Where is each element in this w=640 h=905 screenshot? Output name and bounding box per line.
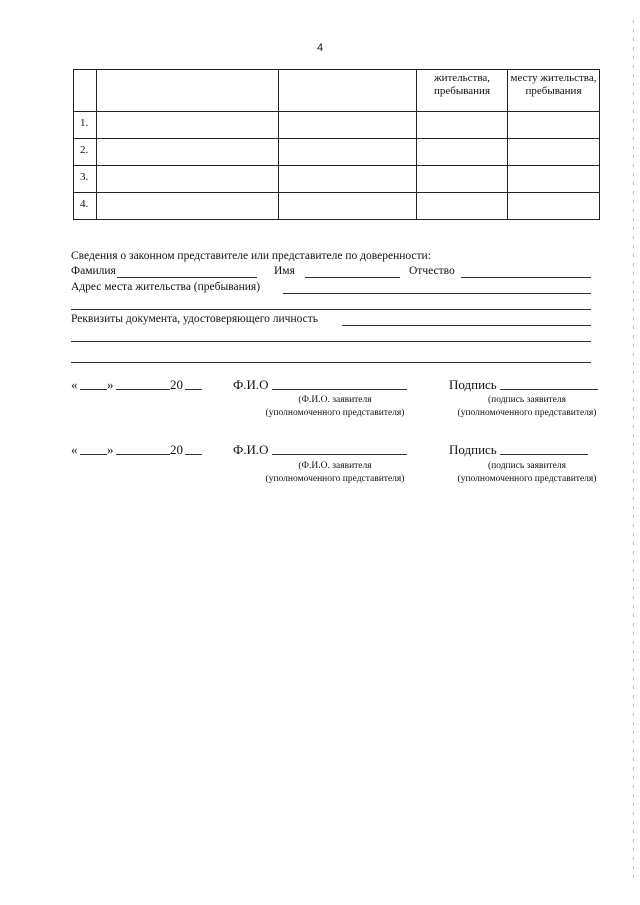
name-field[interactable] [305,277,400,278]
date-month-field[interactable] [116,454,170,455]
fio-field[interactable] [272,389,407,390]
table-cell[interactable] [279,166,417,193]
table-cell[interactable] [97,193,279,220]
table-cell [97,70,279,112]
address-label: Адрес места жительства (пребывания) [71,281,261,293]
signature-label: Подпись [449,377,497,392]
signature-caption: (подпись заявителя [487,395,567,405]
table-row [74,139,600,166]
name-label: Имя [274,265,295,277]
id-document-field[interactable] [342,325,591,326]
surname-label: Фамилия [71,265,116,277]
date-open-quote: « [71,442,78,457]
table-cell [279,70,417,112]
row-number: 1. [74,112,97,139]
fio-label: Ф.И.О [233,442,269,457]
date-open-quote: « [71,377,78,392]
fio-field[interactable] [272,454,407,455]
signature-caption-2: (уполномоченного представителя) [457,474,597,484]
date-year-field[interactable] [185,389,202,390]
table-row [74,193,600,220]
id-document-field-line-3[interactable] [71,362,591,363]
table-cell[interactable] [417,139,508,166]
id-document-field-line-2[interactable] [71,341,591,342]
table-header-row [74,70,600,112]
table-cell[interactable] [508,112,600,139]
header-cell-place-of-residence: месту жительства, пребывания [508,70,600,112]
date-close-quote: » [107,377,114,392]
signature-field[interactable] [500,389,598,390]
persons-table [73,69,600,220]
address-field-line-2[interactable] [71,309,591,310]
table-cell[interactable] [279,112,417,139]
row-number: 3. [74,166,97,193]
table-cell[interactable] [97,166,279,193]
signature-caption-2: (уполномоченного представителя) [457,408,597,418]
fio-label: Ф.И.О [233,377,269,392]
date-year-field[interactable] [185,454,202,455]
table-cell[interactable] [417,193,508,220]
representative-heading: Сведения о законном представителе или представителе по доверенности: [71,250,431,262]
header-cell-residence: жительства, пребывания [417,70,508,112]
date-year-prefix: 20 [170,377,183,392]
fio-caption: (Ф.И.О. заявителя [298,395,372,405]
table-cell[interactable] [508,193,600,220]
table-cell[interactable] [417,112,508,139]
table-row [74,166,600,193]
date-year-prefix: 20 [170,442,183,457]
date-close-quote: » [107,442,114,457]
row-number: 2. [74,139,97,166]
date-day-field[interactable] [80,389,107,390]
table-cell[interactable] [97,112,279,139]
date-day-field[interactable] [80,454,107,455]
signature-label: Подпись [449,442,497,457]
table-cell[interactable] [279,193,417,220]
patronymic-field[interactable] [461,277,591,278]
address-field[interactable] [283,293,591,294]
fio-caption-2: (уполномоченного представителя) [265,474,405,484]
table-cell [74,70,97,112]
table-cell[interactable] [508,139,600,166]
id-document-label: Реквизиты документа, удостоверяющего личность [71,313,319,325]
table-cell[interactable] [417,166,508,193]
signature-field[interactable] [500,454,588,455]
row-number: 4. [74,193,97,220]
table-cell[interactable] [97,139,279,166]
signature-caption: (подпись заявителя [487,461,567,471]
fio-caption: (Ф.И.О. заявителя [298,461,372,471]
table-cell[interactable] [508,166,600,193]
table-row [74,112,600,139]
page-number: 4 [316,42,324,54]
surname-field[interactable] [117,277,257,278]
table-cell[interactable] [279,139,417,166]
scan-edge [633,20,634,880]
fio-caption-2: (уполномоченного представителя) [265,408,405,418]
patronymic-label: Отчество [409,265,455,277]
date-month-field[interactable] [116,389,170,390]
